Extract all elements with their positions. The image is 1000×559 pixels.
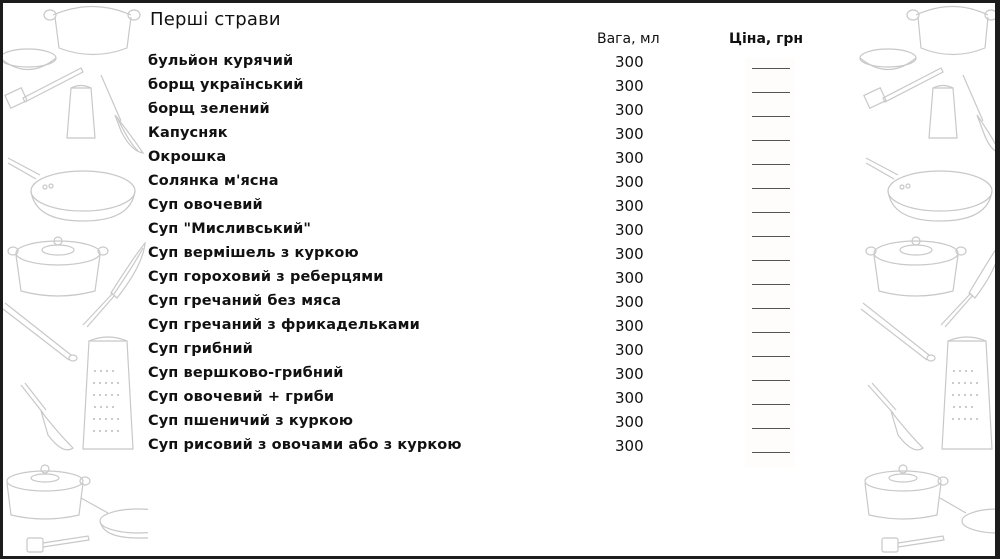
dish-name: Суп овочевий + гриби bbox=[148, 389, 335, 405]
price-blank-line bbox=[752, 260, 790, 261]
price-blank-line bbox=[752, 308, 790, 309]
menu-item-row bbox=[3, 53, 995, 77]
dish-name: бульйон курячий bbox=[148, 53, 294, 69]
menu-item-row bbox=[3, 101, 995, 125]
menu-item-row bbox=[3, 221, 995, 245]
dish-name: Капусняк bbox=[148, 125, 228, 141]
menu-item-row bbox=[3, 437, 995, 461]
dish-weight: 300 bbox=[615, 101, 644, 119]
menu-item-row bbox=[3, 125, 995, 149]
column-header-weight: Вага, мл bbox=[597, 31, 660, 47]
menu-content bbox=[3, 3, 995, 556]
page-title: Перші страви bbox=[150, 9, 281, 30]
dish-weight: 300 bbox=[615, 413, 644, 431]
price-blank-line bbox=[752, 188, 790, 189]
price-blank-line bbox=[752, 68, 790, 69]
dish-weight: 300 bbox=[615, 149, 644, 167]
dish-weight: 300 bbox=[615, 341, 644, 359]
menu-item-row bbox=[3, 293, 995, 317]
price-blank-line bbox=[752, 212, 790, 213]
price-blank-line bbox=[752, 452, 790, 453]
price-blank-line bbox=[752, 164, 790, 165]
menu-item-row bbox=[3, 149, 995, 173]
menu-item-row bbox=[3, 245, 995, 269]
dish-weight: 300 bbox=[615, 317, 644, 335]
dish-weight: 300 bbox=[615, 197, 644, 215]
dish-name: Суп гороховий з реберцями bbox=[148, 269, 384, 285]
dish-name: борщ зелений bbox=[148, 101, 270, 117]
dish-weight: 300 bbox=[615, 269, 644, 287]
dish-name: Суп пшеничий з куркою bbox=[148, 413, 354, 429]
menu-item-row bbox=[3, 173, 995, 197]
dish-weight: 300 bbox=[615, 221, 644, 239]
dish-weight: 300 bbox=[615, 173, 644, 191]
dish-name: Суп гречаний без мяса bbox=[148, 293, 342, 309]
dish-name: Суп гречаний з фрикадельками bbox=[148, 317, 420, 333]
price-blank-line bbox=[752, 404, 790, 405]
price-blank-line bbox=[752, 284, 790, 285]
dish-name: борщ український bbox=[148, 77, 304, 93]
dish-name: Суп овочевий bbox=[148, 197, 263, 213]
dish-name: Суп рисовий з овочами або з куркою bbox=[148, 437, 462, 453]
price-blank-line bbox=[752, 236, 790, 237]
dish-weight: 300 bbox=[615, 77, 644, 95]
menu-item-row bbox=[3, 389, 995, 413]
menu-item-row bbox=[3, 197, 995, 221]
menu-item-row bbox=[3, 413, 995, 437]
menu-item-row bbox=[3, 77, 995, 101]
dish-weight: 300 bbox=[615, 365, 644, 383]
dish-name: Суп "Мисливський" bbox=[148, 221, 312, 237]
dish-name: Солянка м'ясна bbox=[148, 173, 279, 189]
price-blank-line bbox=[752, 356, 790, 357]
price-blank-line bbox=[752, 380, 790, 381]
dish-weight: 300 bbox=[615, 437, 644, 455]
dish-name: Суп вершково-грибний bbox=[148, 365, 344, 381]
menu-item-row bbox=[3, 269, 995, 293]
price-blank-line bbox=[752, 92, 790, 93]
menu-item-row bbox=[3, 365, 995, 389]
dish-name: Суп грибний bbox=[148, 341, 253, 357]
menu-page bbox=[3, 3, 995, 556]
price-blank-line bbox=[752, 116, 790, 117]
dish-name: Суп вермішель з куркою bbox=[148, 245, 359, 261]
menu-item-row bbox=[3, 341, 995, 365]
dish-weight: 300 bbox=[615, 53, 644, 71]
dish-name: Окрошка bbox=[148, 149, 227, 165]
price-blank-line bbox=[752, 332, 790, 333]
dish-weight: 300 bbox=[615, 293, 644, 311]
column-header-price: Ціна, грн bbox=[729, 31, 804, 47]
price-blank-line bbox=[752, 140, 790, 141]
dish-weight: 300 bbox=[615, 389, 644, 407]
dish-weight: 300 bbox=[615, 125, 644, 143]
price-blank-line bbox=[752, 428, 790, 429]
menu-item-row bbox=[3, 317, 995, 341]
dish-weight: 300 bbox=[615, 245, 644, 263]
